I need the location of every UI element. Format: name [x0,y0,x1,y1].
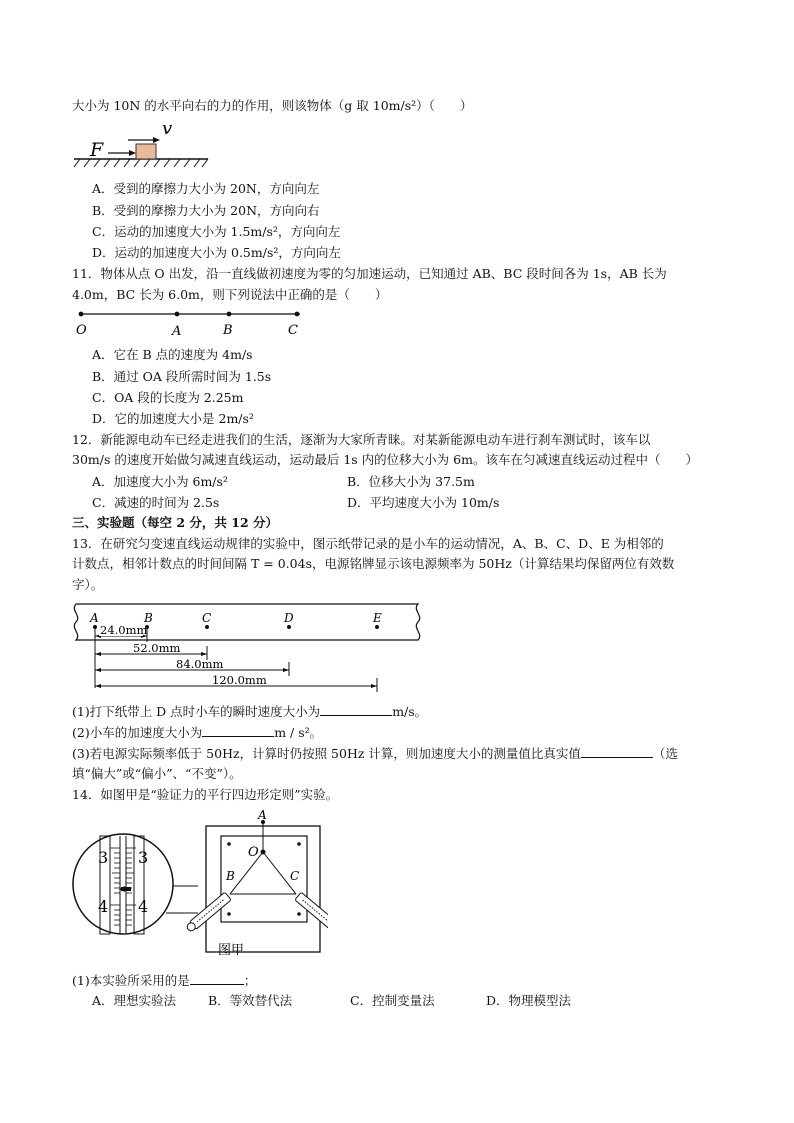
q13-sub1-blank[interactable] [320,703,392,716]
q14-sub1-tail: ； [243,973,257,988]
tape-point-e: E [373,611,382,625]
q13-sub3-line2: 填“偏大”或“偏小”、“不变”）。 [72,766,242,781]
q13-sub2-unit: m / s²。 [274,725,323,740]
point-o-label: O [76,323,87,338]
q10-option-c[interactable]: C．运动的加速度大小为 1.5m/s²，方向向左 [92,224,341,239]
section-heading: 三、实验题（每空 2 分，共 12 分） [72,515,279,530]
q12-option-d[interactable]: D．平均速度大小为 10m/s [347,495,500,510]
q10-force-figure [70,116,220,174]
q13-sub3-blank[interactable] [581,745,653,758]
tape-point-b: B [144,611,153,625]
velocity-label: v [162,118,173,139]
q12-stem-line2: 30m/s 的速度开始做匀减速直线运动，运动最后 1s 内的位移大小为 6m。该车在匀减速直线运动过程中（ ） [72,452,698,467]
q14-option-a[interactable]: A．理想实验法 [92,993,177,1008]
figure-caption: 图甲 [218,943,245,958]
q13-sub1-unit: m/s。 [392,704,428,719]
q11-line-diagram [70,304,310,340]
paper-tape-diagram [66,600,436,694]
q11-stem-line2: 4.0m，BC 长为 6.0m，则下列说法中正确的是（ ） [72,287,388,302]
q13-stem-line3: 字）。 [72,577,104,592]
q13-sub3-tail: （选 [652,746,678,761]
q13-sub2-blank[interactable] [202,724,274,737]
distance-ab: 24.0mm [100,623,148,637]
scale-label-bottom-right: 4 [138,897,149,916]
q13-sub2-text: (2)小车的加速度大小为 [72,725,203,740]
force-parallelogram-figure [68,808,328,960]
q10-option-d[interactable]: D．运动的加速度大小为 0.5m/s²，方向向左 [92,245,341,260]
scale-label-bottom-left: 4 [98,897,109,916]
q13-stem-line2: 计数点，相邻计数点的时间间隔 T = 0.04s，电源铭牌显示该电源频率为 50Hz（计算结果均保留两位有效数 [72,556,675,571]
q14-sub1-blank[interactable] [190,972,244,985]
distance-ac: 52.0mm [133,641,181,655]
board-label-b: B [226,869,235,883]
q12-option-b[interactable]: B．位移大小为 37.5m [347,474,475,489]
q13-stem-line1: 13．在研究匀变速直线运动规律的实验中，图示纸带记录的是小车的运动情况，A、B、C、D、E 为相邻的 [72,536,664,551]
q11-option-a[interactable]: A．它在 B 点的速度为 4m/s [92,347,253,362]
q11-option-b[interactable]: B．通过 OA 段所需时间为 1.5s [92,369,272,384]
q11-option-d[interactable]: D．它的加速度大小是 2m/s² [92,411,254,426]
board-label-c: C [290,869,300,883]
distance-ad: 84.0mm [176,657,224,671]
point-b-label: B [223,323,233,338]
q14-sub1-text: (1)本实验所采用的是 [72,973,190,988]
block [136,144,156,159]
q13-sub2 [72,724,322,741]
point-a-label: A [172,324,182,339]
q13-sub1 [72,703,427,720]
q11-stem-line1: 11．物体从点 O 出发，沿一直线做初速度为零的匀加速运动，已知通过 AB、BC 段时间各为 1s，AB 长为 [72,266,667,281]
q14-option-c[interactable]: C．控制变量法 [350,993,435,1008]
q14-option-d[interactable]: D．物理模型法 [486,993,572,1008]
q12-option-a[interactable]: A．加速度大小为 6m/s² [92,474,228,489]
board-label-a: A [258,808,267,822]
q12-option-c[interactable]: C．减速的时间为 2.5s [92,495,220,510]
scale-label-top-right: 3 [138,848,149,867]
distance-ae: 120.0mm [212,673,267,687]
q10-option-b[interactable]: B．受到的摩擦力大小为 20N，方向向右 [92,203,320,218]
q14-option-b[interactable]: B．等效替代法 [208,993,293,1008]
tape-point-c: C [202,611,212,625]
force-label: F [90,139,104,161]
q12-stem-line1: 12．新能源电动车已经走进我们的生活，逐渐为大家所青睐。对某新能源电动车进行刹车测试时，该车以 [72,432,651,447]
q11-option-c[interactable]: C．OA 段的长度为 2.25m [92,390,244,405]
q14-sub1 [72,972,256,989]
q10-stem: 大小为 10N 的水平向右的力的作用，则该物体（g 取 10m/s²）（ ） [72,98,473,113]
board-label-o: O [248,845,259,860]
q13-sub1-text: (1)打下纸带上 D 点时小车的瞬时速度大小为 [72,704,321,719]
point-c-label: C [288,323,298,338]
q13-sub3-text: (3)若电源实际频率低于 50Hz，计算时仍按照 50Hz 计算，则加速度大小的测量值比真实值 [72,746,581,761]
tape-point-d: D [284,611,294,625]
scale-label-top-left: 3 [98,848,109,867]
q14-stem: 14．如图甲是“验证力的平行四边形定则”实验。 [72,787,339,802]
q10-option-a[interactable]: A．受到的摩擦力大小为 20N，方向向左 [92,181,320,196]
tape-point-a: A [90,611,99,625]
q13-sub3 [72,745,678,762]
